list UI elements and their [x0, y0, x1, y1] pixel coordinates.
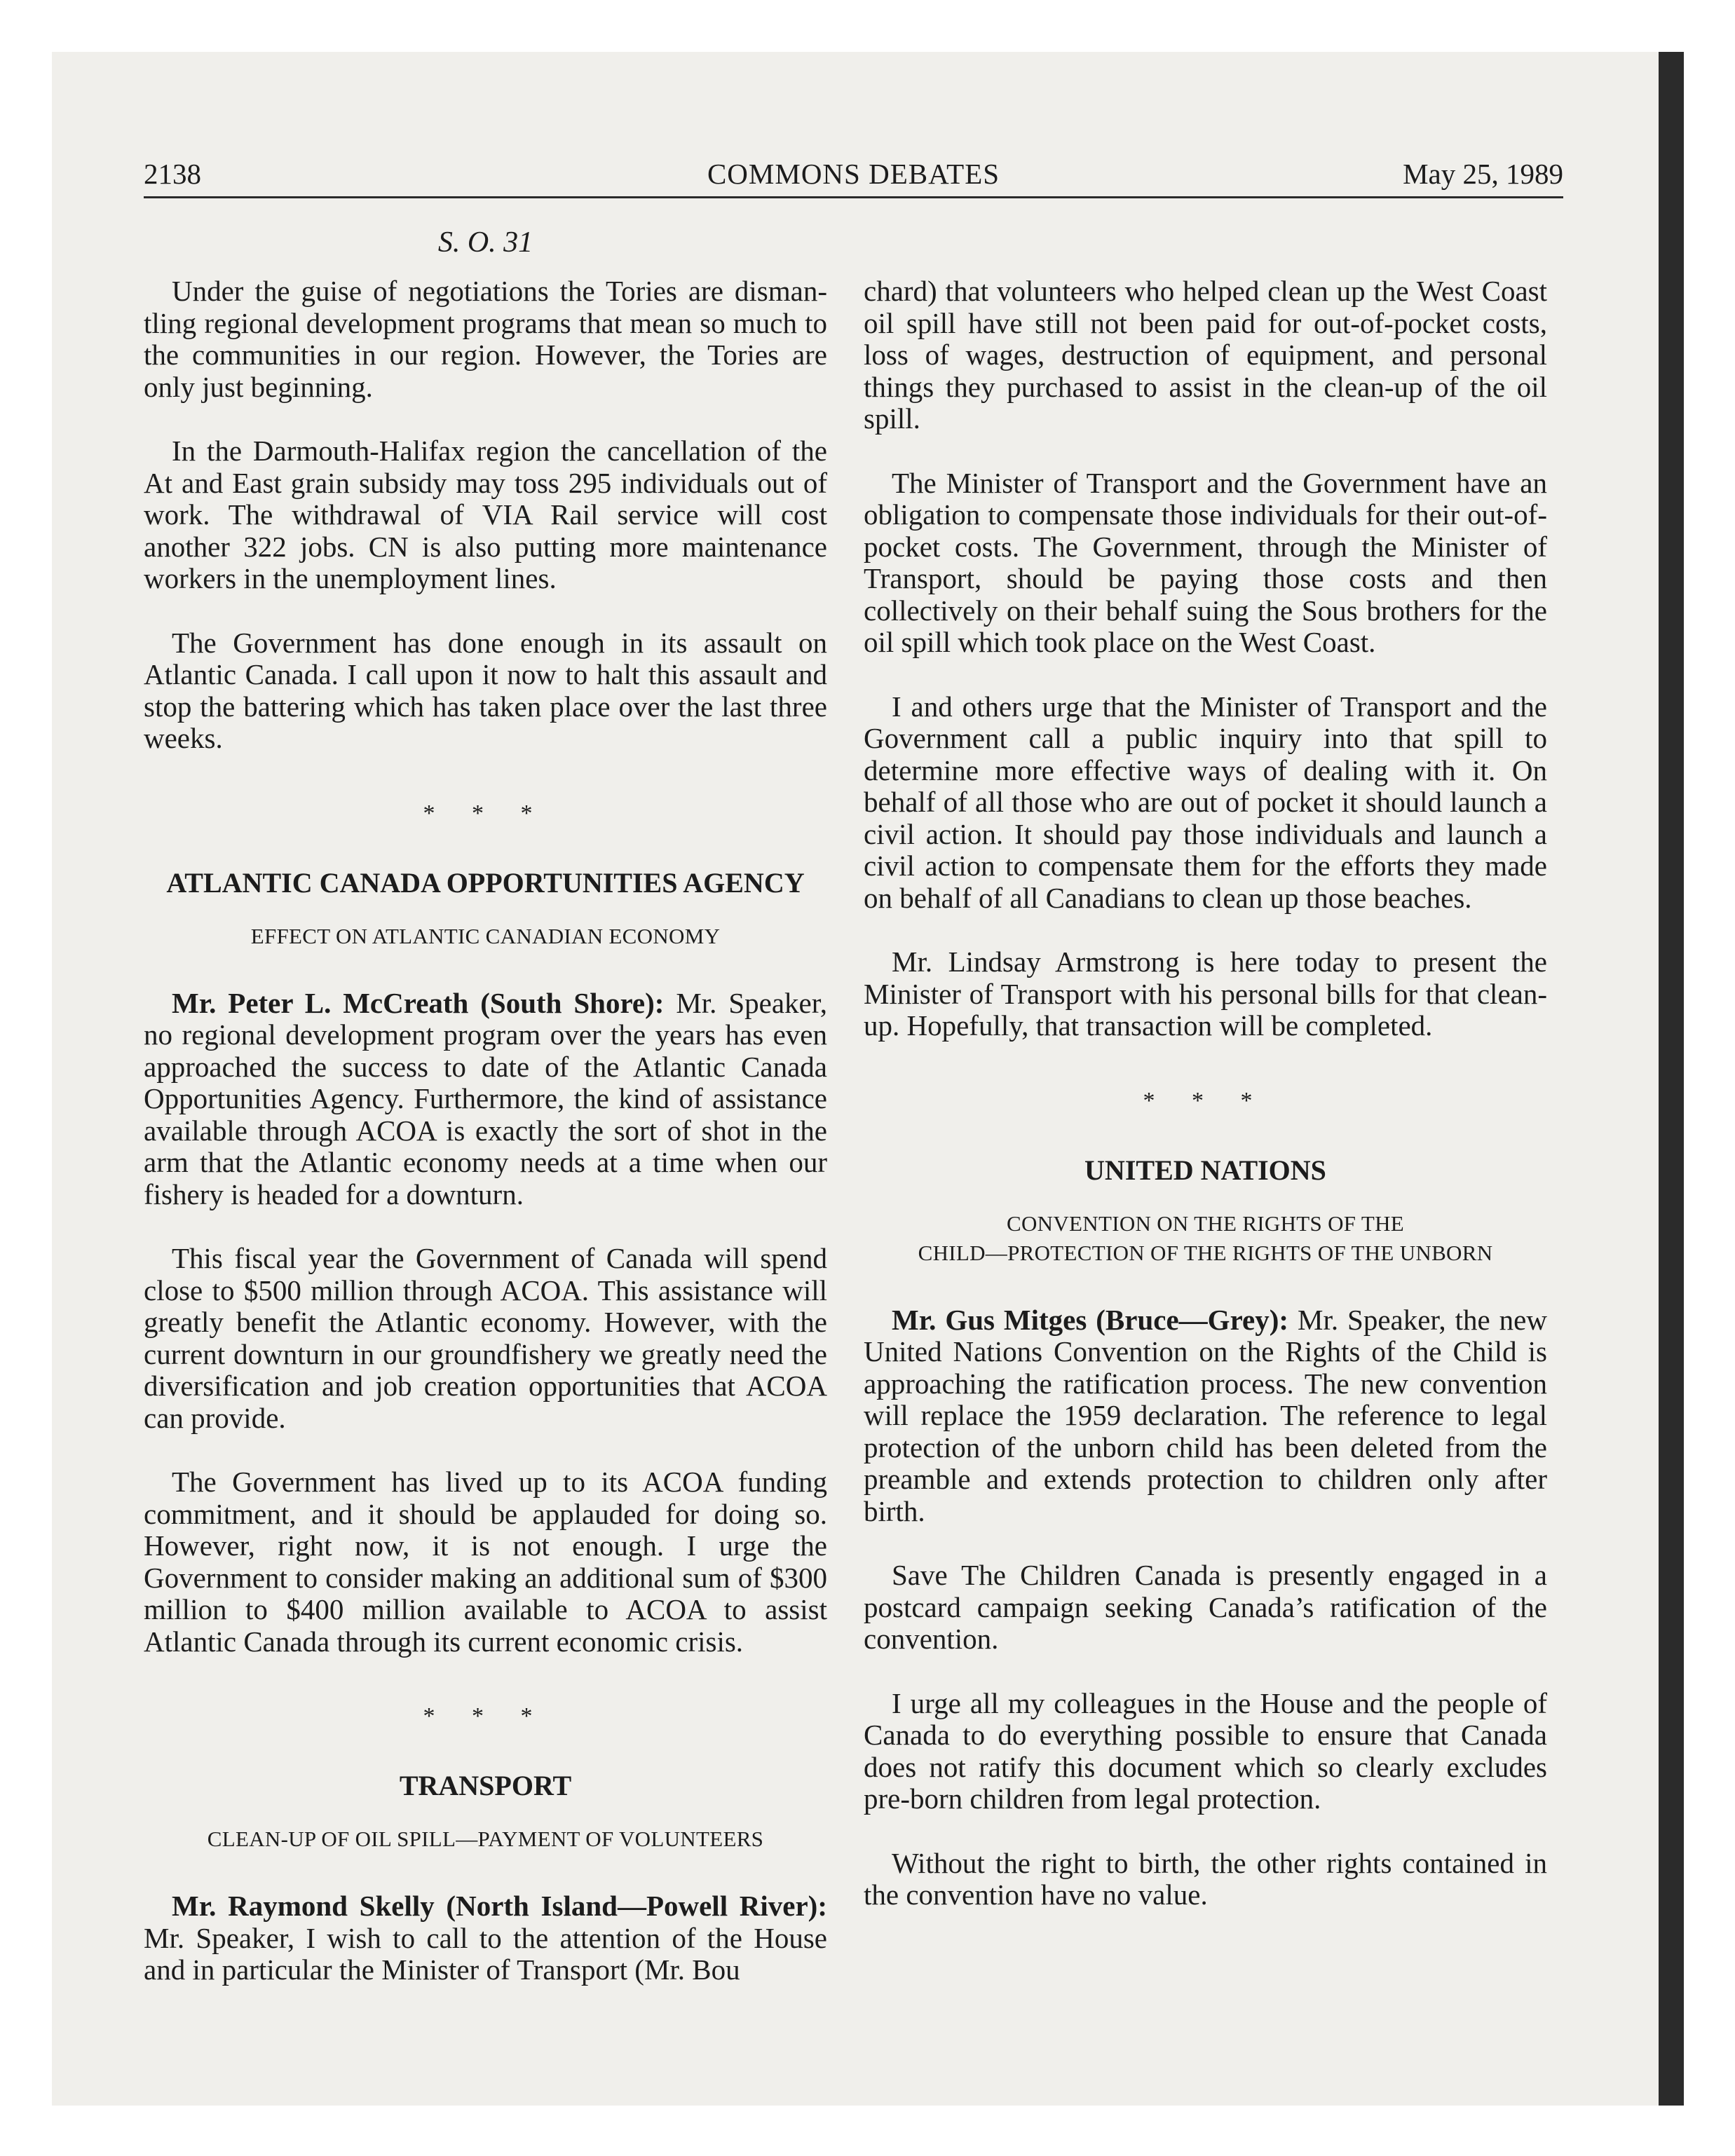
paragraph: Without the right to birth, the other rights contained in the convention have no value. [864, 1846, 1547, 1911]
section-subheading: EFFECT ON ATLANTIC CANADIAN ECONOMY [250, 923, 721, 948]
paragraph: The Minister of Transport and the Government have an obligation to compensate those individuals for their out-of-pocket costs. The Government, through the Minister of Transport, should be paying those costs and then collectively on their behalf suing the Sous brothers for the oil spill which took place on the West Coast. [864, 466, 1547, 658]
paragraph: Save The Children Canada is presently engaged in a postcard campaign seeking Canada’s ratification of the convention. [864, 1559, 1547, 1655]
paragraph: I and others urge that the Minister of Transport and the Government call a public inquiry into that spill to determine more effective ways of dealing with it. On behalf of all those who are out of pocket it should launch a civil action. It should pay those individuals and launch a civil action to compensate them for the efforts they made on behalf of all Canadians to clean up those beaches. [864, 690, 1547, 914]
section-heading: UNITED NATIONS [1084, 1154, 1326, 1186]
section-separator: * * * [423, 800, 548, 826]
paragraph: The Government has lived up to its ACOA funding commitment, and it should be applauded for doing so. However, right now, it is not enough. I urge the Government to consider making an additional sum of $300 million to $400 million available to ACOA to assist Atlantic Canada through its current economic crisis. [144, 1466, 827, 1658]
paragraph: Under the guise of negotiations the Tories are dismantling regional development programs that mean so much to the communities in our region. However, the Tories are only just beginning. [144, 275, 827, 403]
speech-paragraph [144, 988, 827, 1211]
paragraph: chard) that volunteers who helped clean up the West Coast oil spill have still not been paid for out-of-pocket costs, loss of wages, destruction of equipment, and personal things they purchased to assist in the clean-up of the oil spill. [864, 275, 1547, 435]
section-subheading: CLEAN-UP OF OIL SPILL—PAYMENT OF VOLUNTEERS [207, 1827, 764, 1851]
page-header [144, 154, 1563, 193]
paragraph: I urge all my colleagues in the House and the people of Canada to do everything possible to ensure that Canada does not ratify this document which so clearly excludes pre-born children from legal protection. [864, 1686, 1547, 1815]
paragraph: In the Darmouth-Halifax region the cancellation of the At and East grain subsidy may toss 295 individuals out of work. The withdrawal of VIA Rail service will cost another 322 jobs. CN is also putting more maintenance workers in the unemployment lines. [144, 435, 827, 594]
left-column [144, 275, 827, 1986]
paragraph: This fiscal year the Government of Canada will spend close to $500 million through ACOA. This assistance will greatly benefit the Atlantic economy. However, with the current downturn in our groundfishery we greatly need the diversification and job creation opportunities that ACOA can provide. [144, 1242, 827, 1434]
section-heading: ATLANTIC CANADA OPPORTUNITIES AGENCY [166, 866, 805, 899]
speech-text: Mr. Speaker, I wish to call to the attention of the House and in particular the Minister of Transport (Mr. Bou [144, 1921, 827, 1986]
paragraph: Mr. Lindsay Armstrong is here today to present the Minister of Transport with his personal bills for that clean-up. Hopefully, that transaction will be completed. [864, 946, 1547, 1042]
section-separator: * * * [423, 1703, 548, 1729]
speaker-name: Mr. Raymond Skelly (North Island—Powell River): [172, 1890, 827, 1922]
scan-edge-shadow [1659, 52, 1684, 2106]
page-number: 2138 [144, 158, 201, 190]
speech-paragraph [144, 1890, 827, 1986]
subheading-line: CONVENTION ON THE RIGHTS OF THE [1007, 1210, 1404, 1236]
speaker-name: Mr. Peter L. McCreath (South Shore): [172, 986, 665, 1019]
section-separator: * * * [1143, 1087, 1268, 1114]
section-subheading [864, 1209, 1547, 1268]
section-heading: TRANSPORT [399, 1770, 572, 1801]
section-label: S. O. 31 [437, 226, 533, 259]
right-column [864, 275, 1547, 1911]
publication-date: May 25, 1989 [1403, 158, 1563, 190]
speaker-name: Mr. Gus Mitges (Bruce—Grey): [892, 1303, 1289, 1336]
speech-paragraph [864, 1304, 1547, 1528]
paragraph: The Government has done enough in its assault on Atlantic Canada. I call upon it now to halt this assault and stop the battering which has taken place over the last three weeks. [144, 626, 827, 754]
publication-title: COMMONS DEBATES [707, 158, 1000, 190]
header-rule [144, 196, 1563, 198]
speech-text: Mr. Speaker, no regional development program over the years has even approached the success to date of the Atlantic Canada Opportunities Agency. Furthermore, the kind of assistance available through ACOA is exactly the sort of shot in the arm that the Atlantic economy needs at a time when our fishery is headed for a downturn. [144, 986, 827, 1210]
subheading-line: CHILD—PROTECTION OF THE RIGHTS OF THE UNBORN [918, 1240, 1493, 1265]
speech-text: Mr. Speaker, the new United Nations Convention on the Rights of the Child is approaching the ratification process. The new convention will replace the 1959 declaration. The reference to legal protection of the unborn child has been deleted from the preamble and extends protection to children only after birth. [864, 1303, 1547, 1527]
